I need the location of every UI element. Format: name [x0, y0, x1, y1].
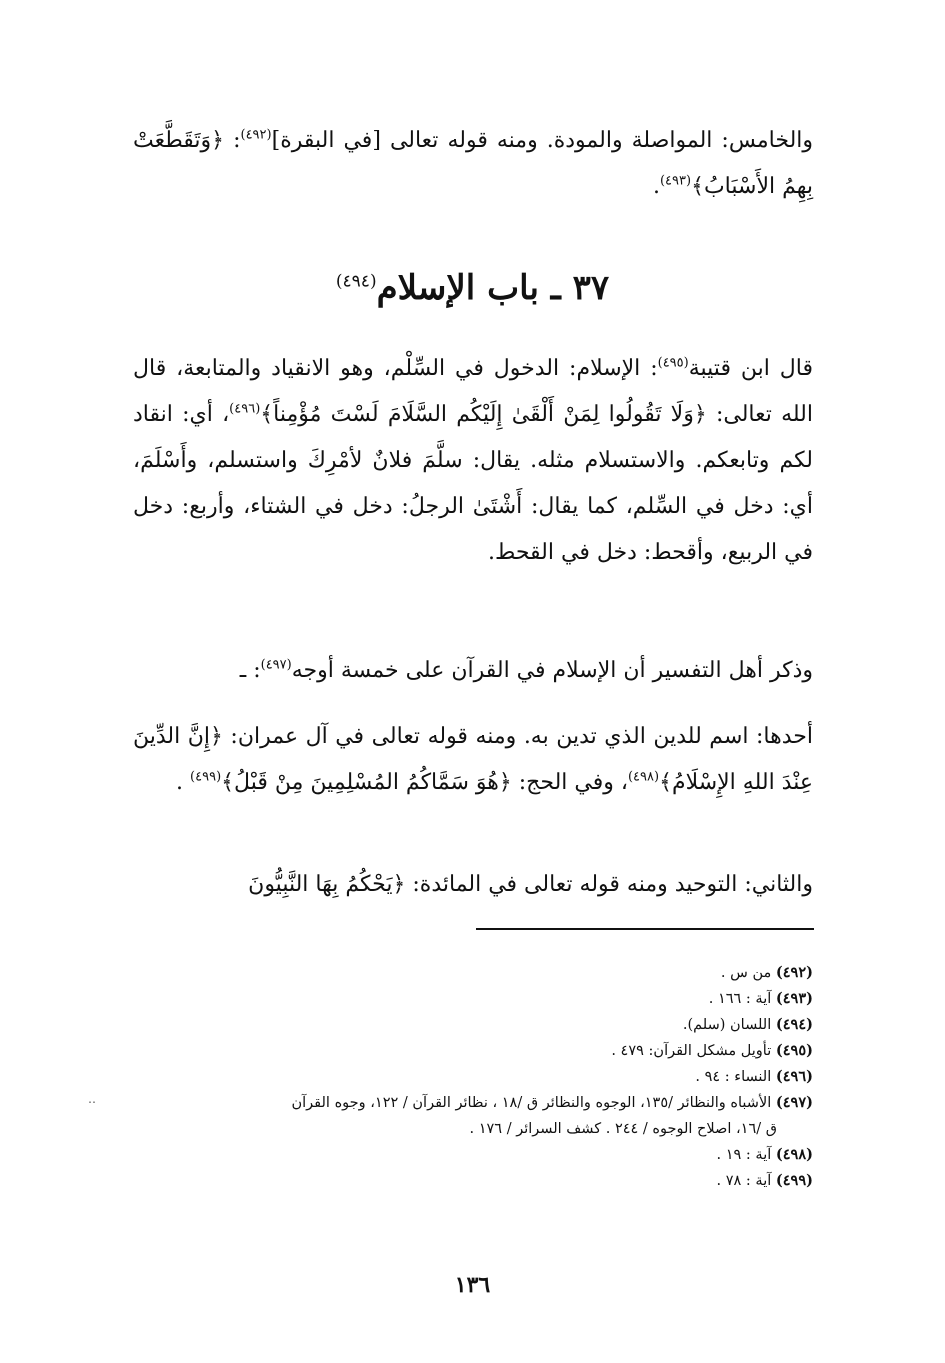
- footnote-item: [133, 1090, 813, 1142]
- footnote-ref[interactable]: (٤٩٨): [627, 769, 660, 785]
- footnote-divider: [476, 928, 814, 930]
- footnote-continuation: ق /١٦، اصلاح الوجوه / ٢٤٤ . كشف السرائر / ١٧٦ .: [469, 1121, 777, 1137]
- footnote-item: [133, 1038, 813, 1064]
- forms-paragraph: [133, 648, 813, 694]
- chapter-title: ٣٧ ـ باب الإسلام: [376, 268, 610, 308]
- punctuation: :: [233, 128, 241, 153]
- quran-verse: ﴿وَتَقَطَّعَتْ بِهِمُ الأَسْبَابُ﴾: [133, 128, 813, 199]
- footnote-item: [133, 986, 813, 1012]
- footnote-text: الأشباه والنظائر /١٣٥، الوجوه والنظائر ق /١٨ ، نظائر القرآن / ١٢٢، وجوه القرآن: [291, 1095, 772, 1111]
- footnote-number: (٤٩٣): [775, 990, 813, 1007]
- footnote-item: [133, 1142, 813, 1168]
- footnote-text: النساء : ٩٤ .: [695, 1069, 772, 1085]
- footnote-number: (٤٩٩): [775, 1172, 813, 1189]
- footnote-ref[interactable]: (٤٩٦): [229, 401, 261, 417]
- footnote-ref[interactable]: (٤٩٢): [240, 127, 272, 143]
- footnote-text: آية : ٧٨ .: [716, 1173, 772, 1189]
- footnote-number: (٤٩٦): [775, 1068, 813, 1085]
- paragraph-text: والثاني: التوحيد ومنه قوله تعالى في المائدة:: [412, 872, 813, 897]
- footnote-item: [133, 1012, 813, 1038]
- intro-text: والخامس: المواصلة والمودة. ومنه قوله تعالى [في البقرة]: [271, 128, 814, 153]
- margin-speck: ‥: [88, 1092, 97, 1106]
- second-meaning-paragraph: [133, 862, 813, 908]
- quran-verse: ﴿هُوَ سَمَّاكُمُ المُسْلِمِينَ مِنْ قَبْلُ﴾: [221, 770, 512, 795]
- quran-verse: ﴿إِنَّ الدِّينَ عِنْدَ اللهِ الإِسْلَامُ﴾: [133, 724, 813, 795]
- quran-verse: ﴿يَحْكُمُ بِهَا النَّبِيُّونَ: [248, 872, 406, 897]
- punctuation: .: [652, 174, 660, 199]
- chapter-heading: [0, 258, 945, 318]
- quran-verse: ﴿وَلَا تَقُولُوا لِمَنْ أَلْقَىٰ إِلَيْكُم السَّلَامَ لَسْتَ مُؤْمِناً﴾: [260, 402, 707, 427]
- footnote-ref[interactable]: (٤٩٥): [657, 355, 689, 371]
- page-number: ١٣٦: [454, 1272, 491, 1298]
- paragraph-text: وذكر أهل التفسير أن الإسلام في القرآن على خمسة أوجه: [291, 658, 813, 683]
- footnote-text: تأويل مشكل القرآن: ٤٧٩ .: [611, 1043, 772, 1059]
- footnote-number: (٤٩٢): [775, 964, 813, 981]
- footnote-text: من س .: [720, 965, 772, 981]
- footnote-text: آية : ١٩ .: [716, 1147, 772, 1163]
- punctuation: : ـ: [239, 658, 261, 683]
- ibn-qutayba-paragraph: [133, 346, 813, 576]
- footnote-ref[interactable]: (٤٩٩): [190, 769, 222, 785]
- footnote-item: [133, 1064, 813, 1090]
- footnote-ref[interactable]: (٤٩٤): [335, 271, 377, 292]
- intro-paragraph: [133, 118, 813, 210]
- paragraph-text: ، أي: انقاد لكم وتابعكم. والاستسلام مثله. يقال: سلَّمَ فلانٌ لأمْرِكَ واستسلم، وأَسْلَمَ، أي: دخل في السِّلم، كما يقال: أَشْتَىٰ الرجلُ: دخل في الشتاء، وأربع: دخل في الربيع، وأقحط: دخل في القحط.: [133, 402, 813, 565]
- footnote-item: [133, 960, 813, 986]
- footnote-text: اللسان (سلم).: [682, 1017, 772, 1033]
- footnote-ref[interactable]: (٤٩٣): [659, 173, 692, 189]
- footnote-text: آية : ١٦٦ .: [708, 991, 772, 1007]
- paragraph-text: قال ابن قتيبة: [688, 356, 813, 381]
- punctuation: .: [176, 770, 184, 795]
- footnote-number: (٤٩٤): [775, 1016, 813, 1033]
- footnote-ref[interactable]: (٤٩٧): [260, 657, 292, 673]
- footnote-item: [133, 1168, 813, 1194]
- footnote-number: (٤٩٧): [775, 1094, 813, 1111]
- paragraph-text: أحدها: اسم للدين الذي تدين به. ومنه قوله تعالى في آل عمران:: [230, 724, 813, 749]
- paragraph-text: : الإسلام: الدخول في السِّلْم، وهو الانقياد والمتابعة، قال الله تعالى:: [133, 356, 813, 427]
- footnotes: [133, 960, 813, 1194]
- footnote-number: (٤٩٥): [775, 1042, 813, 1059]
- first-meaning-paragraph: [133, 714, 813, 806]
- paragraph-text: ، وفي الحج:: [518, 770, 628, 795]
- footnote-number: (٤٩٨): [775, 1146, 813, 1163]
